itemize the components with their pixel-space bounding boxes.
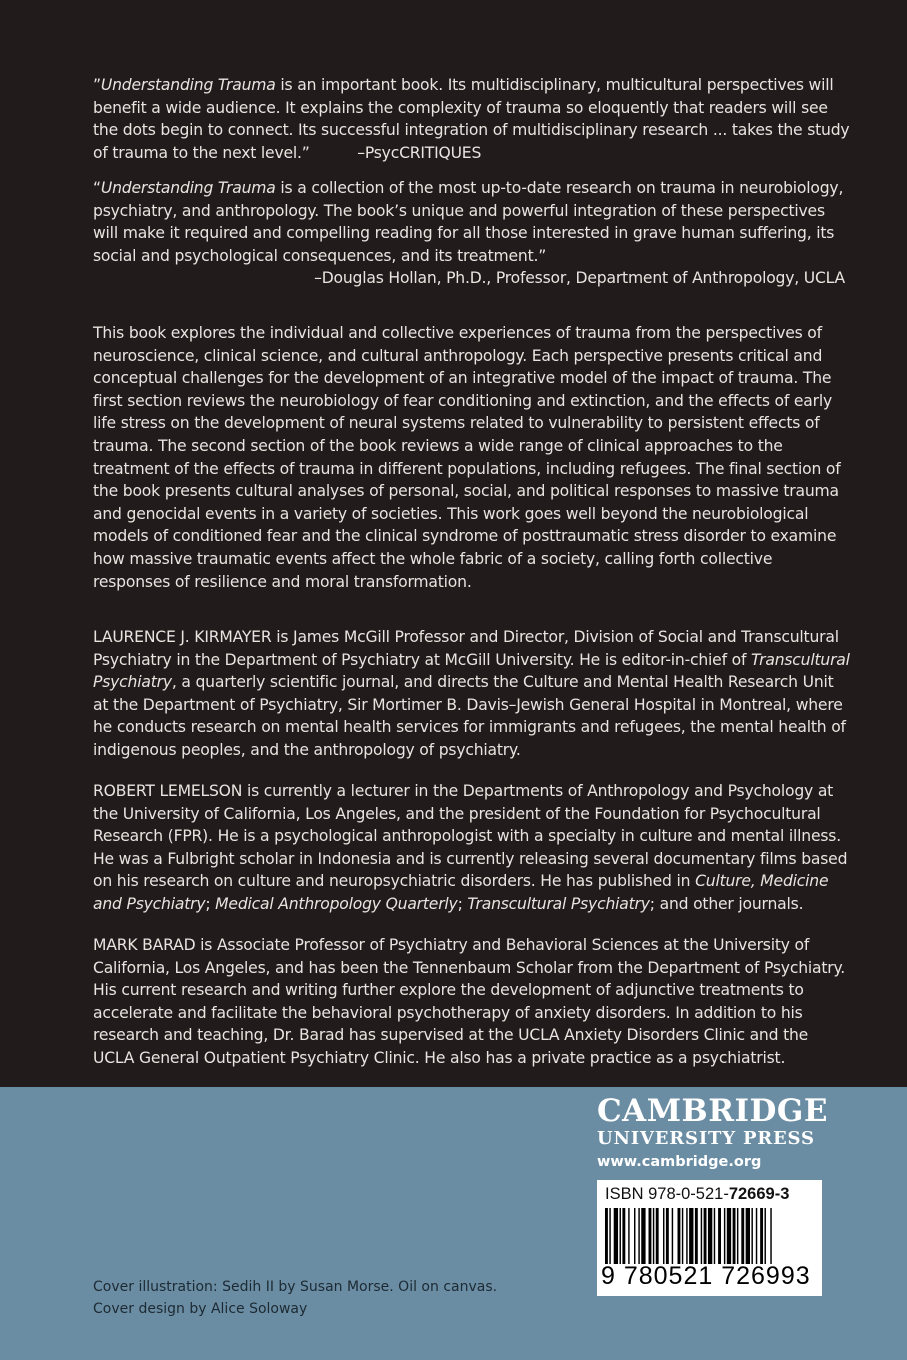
barcode-icon [603,1208,816,1264]
bio-text: ; and other journals. [649,894,804,913]
publisher-name: CAMBRIDGE [597,1093,828,1129]
quote-open-mark: ” [93,76,101,94]
quote-text: is an important book. Its multidisciplinary, multicultural perspectives will benefit a wide audience. It explains the complexity of trauma so eloquently that readers will see the dots begin to connect. Its successful integration of multidisciplinary research ... takes the study of trauma to the next level.” [93,76,850,162]
bio-text: ROBERT LEMELSON is currently a lecturer in the Departments of Anthropology and Psychology at the University of California, Los Angeles, and the president of the Foundation for Psychocultural Research (FPR). He is a psychological anthropologist with a specialty in culture and mental illness. He was a Fulbright scholar in Indonesia and is currently releasing several documentary films based on his research on culture and neuropsychiatric disorders. He has published in [93,782,848,891]
quote-text: is a collection of the most up-to-date research on trauma in neurobiology, psychiatry, and anthropology. The book’s unique and powerful integration of these perspectives will make it required and compelling reading for all those interested in grave human suffering, its social and psychological consequences, and its treatment.” [93,179,844,265]
publisher-subtitle: UNIVERSITY PRESS [597,1128,815,1149]
cover-credits [93,1276,497,1320]
isbn-prefix: ISBN 978-0-521- [605,1185,729,1203]
illustration-credit: Cover illustration: Sedih II by Susan Morse. Oil on canvas. [93,1279,498,1295]
quote-source: –PsycCRITIQUES [357,143,482,162]
author-bio-kirmayer [93,626,851,762]
bio-text: , a quarterly scientific journal, and directs the Culture and Mental Health Research Unit at the Department of Psychiatry, Sir Mortimer B. Davis–Jewish General Hospital in Montreal, where he conducts research on mental health services for immigrants and refugees, the mental health of indigenous peoples, and the anthropology of psychiatry. [93,673,846,759]
barcode-number: 9 780521 726993 [601,1262,811,1290]
review-quote-1 [93,74,851,164]
quote-source: –Douglas Hollan, Ph.D., Professor, Department of Anthropology, UCLA [314,269,845,288]
book-title: Understanding Trauma [100,179,276,197]
journal-title: Transcultural Psychiatry [467,894,650,913]
separator: ; [457,894,468,913]
quote-open-mark: “ [93,179,101,197]
isbn-label [605,1185,789,1204]
author-bio-lemelson [93,780,851,916]
journal-title: Transcultural Psychiatry [93,650,850,692]
review-quote-2 [93,177,851,290]
publisher-url: www.cambridge.org [597,1154,762,1170]
design-credit: Cover design by Alice Soloway [93,1301,308,1317]
isbn-barcode-box [597,1180,822,1296]
publisher-logo [597,1094,828,1173]
bio-text: LAURENCE J. KIRMAYER is James McGill Professor and Director, Division of Social and Transcultural Psychiatry in the Department of Psychiatry at McGill University. He is editor-in-chief of [93,628,839,669]
journal-title: Culture, Medicine and Psychiatry [93,872,829,913]
separator: ; [205,894,216,913]
isbn-suffix: 72669-3 [728,1185,790,1203]
book-description: This book explores the individual and collective experiences of trauma from the perspectives of neuroscience, clinical science, and cultural anthropology. Each perspective presents critical and conceptual challenges for the development of an integrative model of the impact of trauma. The first section reviews the neurobiology of fear conditioning and extinction, and the effects of early life stress on the development of neural systems related to vulnerability to persistent effects of trauma. The second section of the book reviews a wide range of clinical approaches to the treatment of the effects of trauma in different populations, including refugees. The final section of the book presents cultural analyses of personal, social, and political responses to massive trauma and genocidal events in a variety of societies. This work goes well beyond the neurobiological models of conditioned fear and the clinical syndrome of posttraumatic stress disorder to examine how massive traumatic events affect the whole fabric of a society, calling forth collective responses of resilience and moral transformation. [93,324,841,591]
book-title: Understanding Trauma [100,76,276,94]
author-bio-barad: MARK BARAD is Associate Professor of Psychiatry and Behavioral Sciences at the University of California, Los Angeles, and has been the Tennenbaum Scholar from the Department of Psychiatry. His current research and writing further explore the development of adjunctive treatments to accelerate and facilitate the behavioral psychotherapy of anxiety disorders. In addition to his research and teaching, Dr. Barad has supervised at the UCLA Anxiety Disorders Clinic and the UCLA General Outpatient Psychiatry Clinic. He also has a private practice as a psychiatrist. [93,936,846,1067]
journal-title: Medical Anthropology Quarterly [215,894,458,913]
